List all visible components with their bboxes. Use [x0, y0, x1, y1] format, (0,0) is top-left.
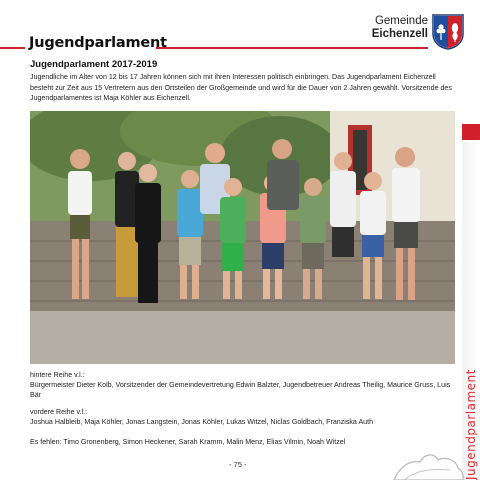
side-chapter-label: Jugendparlament — [464, 369, 478, 480]
caption-front-row-names: Joshua Halbleib, Maja Köhler, Jonas Langstein, Jonas Köhler, Lukas Witzel, Niclas Goldbach, Franziska Auth — [30, 418, 374, 426]
side-tab-marker — [462, 124, 480, 140]
municipality-name — [372, 15, 428, 41]
caption-back-row-label: hintere Reihe v.l.: — [30, 371, 85, 379]
intro-paragraph: Jugendliche im Alter von 12 bis 17 Jahren können sich mit ihren Interessen politisch einbringen. Das Jugendparlament Eichenzell besteht zur Zeit aus 15 Vertretern aus den Ortsteilen der Großgemeinde und wird für die Dauer von 2 Jahren gewählt. Vorsitzende des Jugendparlamentes ist Maja Köhler aus Eichenzell. — [30, 73, 452, 103]
group-photo-illustration — [30, 111, 455, 364]
caption-back-row-names: Bürgermeister Dieter Kolb, Vorsitzender der Gemeindevertretung Edwin Balzter, Jugendbetreuer Andreas Theilig, Maurice Gruss, Luis Bär — [30, 381, 451, 399]
caption-front-row-label: vordere Reihe v.l.: — [30, 408, 88, 416]
municipality-line2: Eichenzell — [371, 28, 428, 40]
section-title: Jugendparlament 2017-2019 — [30, 59, 158, 70]
header-rule-right — [156, 47, 428, 49]
page-title: Jugendparlament — [29, 35, 167, 51]
header-rule-left — [0, 47, 25, 49]
group-photo — [30, 111, 455, 364]
page-number: - 75 - — [229, 460, 247, 469]
coat-of-arms-logo — [432, 14, 464, 50]
municipality-line1: Gemeinde — [374, 15, 428, 27]
caption-missing: Es fehlen: Timo Gronenberg, Simon Heckener, Sarah Kramm, Malin Menz, Elias Vilmin, Noah Witzel — [30, 438, 346, 446]
oak-leaf-ornament — [390, 452, 465, 480]
